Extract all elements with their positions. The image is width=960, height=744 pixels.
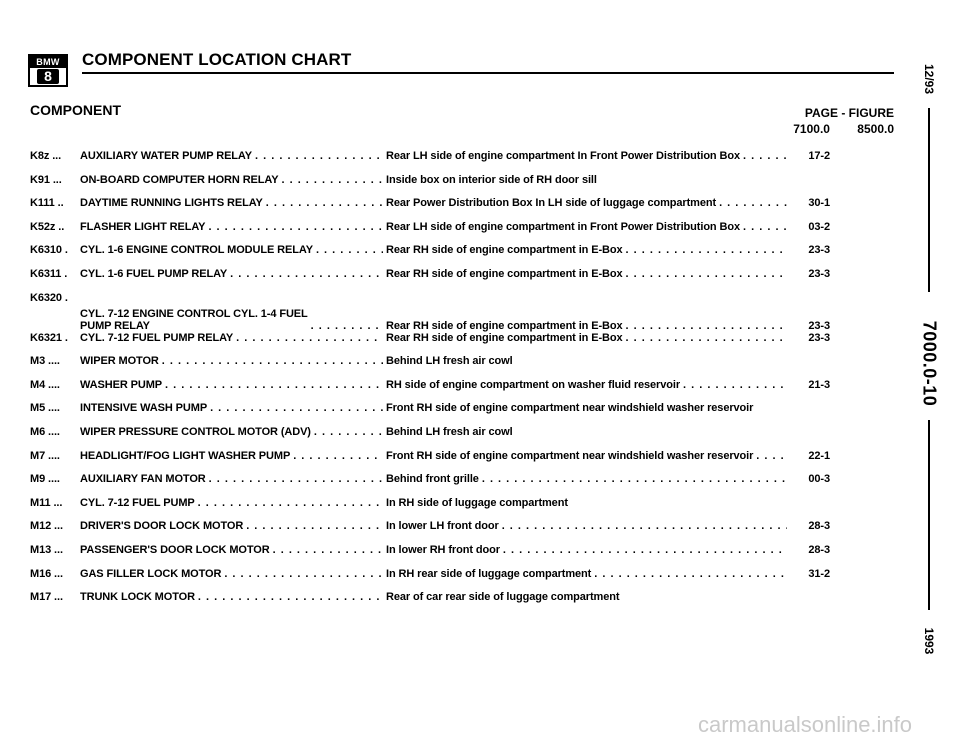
component-code: M16 ... bbox=[30, 567, 63, 580]
component-name: AUXILIARY WATER PUMP RELAY bbox=[80, 150, 252, 162]
table-row bbox=[30, 221, 830, 245]
component-name-line2: PUMP RELAY bbox=[80, 319, 150, 332]
component-location: Rear LH side of engine compartment in Front Power Distribution Box bbox=[386, 220, 740, 233]
component-code: K6310 . bbox=[30, 244, 68, 257]
title-rule bbox=[82, 72, 894, 74]
component-location: In lower RH front door bbox=[386, 543, 500, 556]
page-figure-heading: PAGE - FIGURE bbox=[804, 106, 894, 120]
table-row bbox=[30, 292, 830, 332]
leader-dots bbox=[482, 473, 787, 485]
component-name: FLASHER LIGHT RELAY bbox=[80, 220, 206, 233]
leader-dots bbox=[719, 197, 787, 209]
component-code: K6311 . bbox=[30, 267, 68, 280]
leader-dots bbox=[626, 244, 787, 256]
page-figure-ref: 28-3 bbox=[808, 520, 830, 533]
component-code: K111 .. bbox=[30, 197, 64, 210]
leader-dots bbox=[743, 221, 787, 233]
component-code: K6321 . bbox=[30, 331, 68, 344]
component-name-line1: CYL. 7-12 ENGINE CONTROL CYL. 1-4 FUEL bbox=[80, 307, 308, 320]
component-name: HEADLIGHT/FOG LIGHT WASHER PUMP bbox=[80, 449, 291, 462]
leader-dots bbox=[743, 150, 787, 162]
component-name: PASSENGER'S DOOR LOCK MOTOR bbox=[80, 543, 270, 556]
leader-dots bbox=[209, 473, 383, 485]
revision-date: 12/93 bbox=[922, 63, 936, 95]
component-heading: COMPONENT bbox=[30, 102, 121, 118]
component-name: DRIVER'S DOOR LOCK MOTOR bbox=[80, 520, 244, 533]
leader-dots bbox=[503, 544, 787, 556]
component-code: M12 ... bbox=[30, 520, 63, 533]
leader-dots bbox=[626, 332, 787, 344]
leader-dots bbox=[626, 320, 787, 332]
component-location: In lower LH front door bbox=[386, 520, 499, 533]
leader-dots bbox=[502, 520, 787, 532]
component-code: M9 .... bbox=[30, 473, 60, 486]
leader-dots bbox=[224, 568, 383, 580]
leader-dots bbox=[255, 150, 383, 162]
leader-dots bbox=[246, 520, 383, 532]
table-row bbox=[30, 379, 830, 403]
leader-dots bbox=[311, 320, 383, 332]
bmw-logo bbox=[28, 54, 68, 87]
component-name: WASHER PUMP bbox=[80, 378, 163, 391]
leader-dots bbox=[236, 332, 383, 344]
page-number: 7000.0-10 bbox=[919, 320, 940, 407]
component-location: Rear RH side of engine compartment in E-Box bbox=[386, 331, 623, 344]
leader-dots bbox=[208, 221, 383, 233]
table-row bbox=[30, 355, 830, 379]
leader-dots bbox=[756, 450, 787, 462]
table-row bbox=[30, 450, 830, 474]
table-row bbox=[30, 591, 830, 615]
table-row bbox=[30, 332, 830, 356]
leader-dots bbox=[198, 497, 383, 509]
component-code: M7 .... bbox=[30, 449, 60, 462]
leader-dots bbox=[273, 544, 383, 556]
component-location: Inside box on interior side of RH door sill bbox=[386, 173, 597, 186]
component-location: In RH side of luggage compartment bbox=[386, 496, 568, 509]
component-location: Front RH side of engine compartment near windshield washer reservoir bbox=[386, 402, 754, 415]
logo-brand: BMW bbox=[30, 56, 66, 68]
subheading-8500: 8500.0 bbox=[857, 122, 894, 136]
table-row bbox=[30, 197, 830, 221]
component-code: M6 .... bbox=[30, 425, 60, 438]
component-name: AUXILIARY FAN MOTOR bbox=[80, 473, 206, 486]
side-margin bbox=[900, 0, 960, 744]
component-location: Behind LH fresh air cowl bbox=[386, 355, 513, 368]
component-name: CYL. 7-12 FUEL PUMP RELAY bbox=[80, 331, 234, 344]
leader-dots bbox=[165, 379, 383, 391]
page-figure-ref: 31-2 bbox=[808, 567, 830, 580]
component-location: Front RH side of engine compartment near windshield washer reservoir bbox=[386, 449, 754, 462]
table-row bbox=[30, 150, 830, 174]
table-row bbox=[30, 544, 830, 568]
table-row bbox=[30, 426, 830, 450]
page-figure-subheadings bbox=[674, 122, 894, 136]
leader-dots bbox=[281, 174, 383, 186]
leader-dots bbox=[266, 197, 383, 209]
component-location: Behind front grille bbox=[386, 473, 479, 486]
page-figure-ref: 30-1 bbox=[808, 197, 830, 210]
model-year: 1993 bbox=[922, 627, 936, 655]
component-location: Rear LH side of engine compartment In Front Power Distribution Box bbox=[386, 150, 740, 162]
page-figure-ref: 23-3 bbox=[808, 319, 830, 332]
table-row bbox=[30, 520, 830, 544]
component-location: Behind LH fresh air cowl bbox=[386, 425, 513, 438]
side-rule-lower bbox=[928, 420, 930, 610]
component-name: TRUNK LOCK MOTOR bbox=[80, 591, 195, 604]
page-figure-ref: 23-3 bbox=[808, 331, 830, 344]
watermark: carmanualsonline.info bbox=[698, 712, 913, 737]
component-name: INTENSIVE WASH PUMP bbox=[80, 402, 208, 415]
leader-dots bbox=[162, 355, 383, 367]
page-figure-ref: 23-3 bbox=[808, 244, 830, 257]
component-code: M5 .... bbox=[30, 402, 60, 415]
table-row bbox=[30, 174, 830, 198]
page-figure-ref: 28-3 bbox=[808, 543, 830, 556]
component-list bbox=[30, 150, 830, 615]
component-name: CYL. 1-6 FUEL PUMP RELAY bbox=[80, 267, 228, 280]
table-row bbox=[30, 402, 830, 426]
leader-dots bbox=[314, 426, 383, 438]
component-name: WIPER MOTOR bbox=[80, 355, 159, 368]
page-figure-ref: 23-3 bbox=[808, 267, 830, 280]
table-row bbox=[30, 497, 830, 521]
page-figure-ref: 00-3 bbox=[808, 473, 830, 486]
component-name: GAS FILLER LOCK MOTOR bbox=[80, 567, 222, 580]
page-figure-ref: 03-2 bbox=[808, 220, 830, 233]
leader-dots bbox=[316, 244, 383, 256]
leader-dots bbox=[293, 450, 383, 462]
page-title: COMPONENT LOCATION CHART bbox=[82, 50, 352, 69]
component-name bbox=[80, 308, 308, 332]
table-row bbox=[30, 473, 830, 497]
table-row bbox=[30, 568, 830, 592]
page-figure-ref: 21-3 bbox=[808, 378, 830, 391]
leader-dots bbox=[594, 568, 787, 580]
component-code: K91 ... bbox=[30, 173, 62, 186]
leader-dots bbox=[683, 379, 787, 391]
component-code: M11 ... bbox=[30, 496, 63, 509]
leader-dots bbox=[210, 402, 383, 414]
subheading-7100: 7100.0 bbox=[793, 122, 830, 136]
component-code: K52z .. bbox=[30, 220, 65, 233]
component-location: RH side of engine compartment on washer fluid reservoir bbox=[386, 378, 681, 391]
table-row bbox=[30, 244, 830, 268]
component-location: Rear of car rear side of luggage compartment bbox=[386, 591, 620, 604]
component-location: Rear Power Distribution Box In LH side of luggage compartment bbox=[386, 197, 717, 210]
leader-dots bbox=[626, 268, 787, 280]
logo-series: 8 bbox=[37, 69, 59, 84]
component-location: Rear RH side of engine compartment in E-Box bbox=[386, 244, 623, 257]
page-figure-ref: 17-2 bbox=[808, 150, 830, 162]
component-location: In RH rear side of luggage compartment bbox=[386, 567, 592, 580]
component-name: CYL. 1-6 ENGINE CONTROL MODULE RELAY bbox=[80, 244, 313, 257]
page-figure-ref: 22-1 bbox=[808, 449, 830, 462]
table-row bbox=[30, 268, 830, 292]
component-name: ON-BOARD COMPUTER HORN RELAY bbox=[80, 173, 279, 186]
side-rule-upper bbox=[928, 108, 930, 292]
component-code: K6320 . bbox=[30, 291, 68, 304]
leader-dots bbox=[230, 268, 383, 280]
component-location: Rear RH side of engine compartment in E-Box bbox=[386, 319, 623, 332]
component-name: DAYTIME RUNNING LIGHTS RELAY bbox=[80, 197, 263, 210]
component-code: M13 ... bbox=[30, 543, 63, 556]
component-code: M3 .... bbox=[30, 355, 60, 368]
component-name: WIPER PRESSURE CONTROL MOTOR (ADV) bbox=[80, 425, 311, 438]
component-code: M17 ... bbox=[30, 591, 63, 604]
component-location: Rear RH side of engine compartment in E-Box bbox=[386, 267, 623, 280]
component-code: K8z ... bbox=[30, 150, 62, 162]
component-code: M4 .... bbox=[30, 378, 60, 391]
leader-dots bbox=[198, 591, 383, 603]
component-name: CYL. 7-12 FUEL PUMP bbox=[80, 496, 195, 509]
